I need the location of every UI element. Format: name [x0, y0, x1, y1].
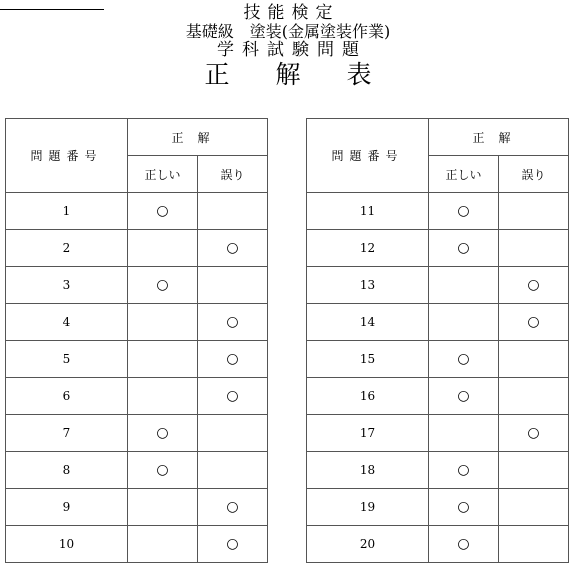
table-row: [307, 415, 569, 452]
header-exam-type: 学科試験問題: [217, 40, 367, 60]
correct-mark: [128, 526, 198, 563]
correct-mark: ○: [128, 452, 198, 489]
incorrect-mark: ○: [198, 341, 268, 378]
correct-mark: [429, 267, 499, 304]
incorrect-mark: ○: [499, 415, 569, 452]
question-number: 16: [307, 378, 429, 415]
incorrect-mark: ○: [499, 304, 569, 341]
incorrect-mark: [499, 230, 569, 267]
correct-mark: ○: [128, 193, 198, 230]
table-row: [6, 489, 268, 526]
table-row: [6, 304, 268, 341]
correct-mark: ○: [429, 378, 499, 415]
incorrect-mark: ○: [198, 230, 268, 267]
correct-mark: ○: [429, 193, 499, 230]
correct-header: 正しい: [429, 156, 499, 193]
table-row: [6, 415, 268, 452]
table-row: [6, 452, 268, 489]
question-number: 7: [6, 415, 128, 452]
question-number: 10: [6, 526, 128, 563]
table-row: [307, 267, 569, 304]
header-answer-key: 正解表: [204, 60, 418, 89]
incorrect-mark: [499, 193, 569, 230]
incorrect-mark: ○: [198, 304, 268, 341]
incorrect-mark: [198, 193, 268, 230]
incorrect-mark: ○: [198, 378, 268, 415]
incorrect-mark: [198, 452, 268, 489]
question-number: 11: [307, 193, 429, 230]
incorrect-mark: [198, 267, 268, 304]
question-number: 20: [307, 526, 429, 563]
correct-mark: [429, 304, 499, 341]
correct-mark: ○: [128, 415, 198, 452]
correct-mark: [128, 230, 198, 267]
correct-mark: [128, 489, 198, 526]
incorrect-mark: [499, 452, 569, 489]
correct-mark: [128, 378, 198, 415]
answer-header: 正解: [128, 119, 268, 156]
correct-mark: ○: [429, 230, 499, 267]
correct-header: 正しい: [128, 156, 198, 193]
table-row: [307, 526, 569, 563]
correct-mark: [128, 341, 198, 378]
question-number: 13: [307, 267, 429, 304]
table-row: [6, 230, 268, 267]
table-row: [307, 193, 569, 230]
question-number: 6: [6, 378, 128, 415]
answer-table-right: [306, 118, 569, 563]
question-number: 3: [6, 267, 128, 304]
question-number: 17: [307, 415, 429, 452]
question-number: 14: [307, 304, 429, 341]
correct-mark: ○: [128, 267, 198, 304]
question-number: 4: [6, 304, 128, 341]
question-number: 15: [307, 341, 429, 378]
table-row: [6, 341, 268, 378]
incorrect-mark: [198, 415, 268, 452]
table-row: [307, 341, 569, 378]
table-row: [307, 304, 569, 341]
question-number: 19: [307, 489, 429, 526]
table-row: [6, 526, 268, 563]
table-row: [307, 378, 569, 415]
question-number: 5: [6, 341, 128, 378]
incorrect-mark: [499, 341, 569, 378]
question-number: 1: [6, 193, 128, 230]
header-title: 技能検定: [243, 3, 340, 23]
incorrect-header: 誤り: [499, 156, 569, 193]
incorrect-mark: [499, 489, 569, 526]
question-number-header: 問題番号: [307, 119, 429, 193]
incorrect-mark: [499, 526, 569, 563]
question-number: 9: [6, 489, 128, 526]
question-number-header: 問題番号: [6, 119, 128, 193]
table-row: [6, 267, 268, 304]
question-number: 2: [6, 230, 128, 267]
correct-mark: ○: [429, 452, 499, 489]
answer-table-left: [5, 118, 268, 563]
table-row: [307, 452, 569, 489]
document-header: [0, 4, 576, 90]
incorrect-mark: ○: [499, 267, 569, 304]
incorrect-header: 誤り: [198, 156, 268, 193]
table-row: [6, 378, 268, 415]
correct-mark: ○: [429, 489, 499, 526]
question-number: 8: [6, 452, 128, 489]
table-row: [6, 193, 268, 230]
correct-mark: [429, 415, 499, 452]
header-grade-category: 基礎級 塗装(金属塗装作業): [185, 22, 391, 41]
correct-mark: [128, 304, 198, 341]
table-row: [307, 230, 569, 267]
correct-mark: ○: [429, 341, 499, 378]
question-number: 12: [307, 230, 429, 267]
correct-mark: ○: [429, 526, 499, 563]
incorrect-mark: [499, 378, 569, 415]
incorrect-mark: ○: [198, 526, 268, 563]
incorrect-mark: ○: [198, 489, 268, 526]
table-row: [307, 489, 569, 526]
question-number: 18: [307, 452, 429, 489]
answer-header: 正解: [429, 119, 569, 156]
